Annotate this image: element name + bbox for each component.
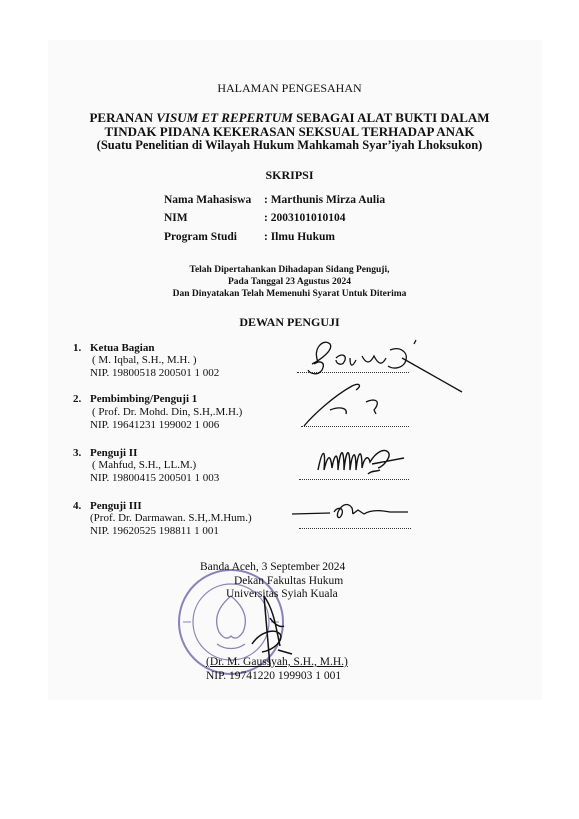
name-value: : Marthunis Mirza Aulia xyxy=(264,194,386,206)
examiner-3-name: ( Mahfud, S.H., LL.M.) xyxy=(92,459,197,471)
examiner-3-number: 3. xyxy=(73,447,82,459)
document-type: SKRIPSI xyxy=(265,168,314,182)
examiner-2-role: Pembimbing/Penguji 1 xyxy=(90,393,198,405)
examiner-2-number: 2. xyxy=(73,393,82,405)
examiner-4-number: 4. xyxy=(73,500,82,512)
dean-name: (Dr. M. Gaussyah, S.H., M.H.) xyxy=(206,656,348,668)
page-header: HALAMAN PENGESAHAN xyxy=(217,81,362,95)
title-italic: VISUM ET REPERTUM xyxy=(156,110,293,125)
title-text-b: SEBAGAI ALAT BUKTI DALAM xyxy=(292,110,490,125)
examiner-1-role: Ketua Bagian xyxy=(90,342,155,354)
place-date: Banda Aceh, 3 September 2024 xyxy=(200,561,346,573)
signature-line-4 xyxy=(299,528,411,529)
examiner-2-nip: NIP. 19641231 199002 1 006 xyxy=(90,419,220,431)
dean-position: Dekan Fakultas Hukum xyxy=(234,575,344,587)
nim-value: : 2003101010104 xyxy=(264,212,346,224)
statement-line-2: Pada Tanggal 23 Agustus 2024 xyxy=(227,277,351,287)
examiner-1-name: ( M. Iqbal, S.H., M.H. ) xyxy=(92,354,197,366)
program-label: Program Studi xyxy=(164,231,237,243)
statement-line-3: Dan Dinyatakan Telah Memenuhi Syarat Untuk Diterima xyxy=(172,289,407,299)
dean-nip: NIP. 19741220 199903 1 001 xyxy=(206,670,342,682)
examiner-1-number: 1. xyxy=(73,342,82,354)
examiner-1-nip: NIP. 19800518 200501 1 002 xyxy=(90,367,220,379)
name-label: Nama Mahasiswa xyxy=(164,194,252,206)
signature-4-drawing xyxy=(290,498,420,528)
university-name: Universitas Syiah Kuala xyxy=(226,588,338,600)
signature-2-drawing xyxy=(300,380,410,435)
examiner-4-name: (Prof. Dr. Darmawan. S.H,.M.Hum.) xyxy=(90,512,252,524)
board-title: DEWAN PENGUJI xyxy=(239,315,340,329)
examiner-3-nip: NIP. 19800415 200501 1 003 xyxy=(90,472,220,484)
title-text-a: PERANAN xyxy=(89,110,157,125)
nim-label: NIM xyxy=(164,212,188,224)
title-line-2: TINDAK PIDANA KEKERASAN SEKSUAL TERHADAP ANAK xyxy=(104,124,475,139)
signature-3-drawing xyxy=(312,440,432,485)
examiner-4-nip: NIP. 19620525 198811 1 001 xyxy=(90,525,219,537)
examiner-2-name: ( Prof. Dr. Mohd. Din, S.H,.M.H.) xyxy=(92,406,243,418)
program-value: : Ilmu Hukum xyxy=(264,231,335,243)
examiner-3-role: Penguji II xyxy=(90,447,138,459)
title-line-3: (Suatu Penelitian di Wilayah Hukum Mahkamah Syar’iyah Lhoksukon) xyxy=(96,138,483,152)
examiner-4-role: Penguji III xyxy=(90,500,142,512)
statement-line-1: Telah Dipertahankan Dihadapan Sidang Penguji, xyxy=(189,265,390,275)
